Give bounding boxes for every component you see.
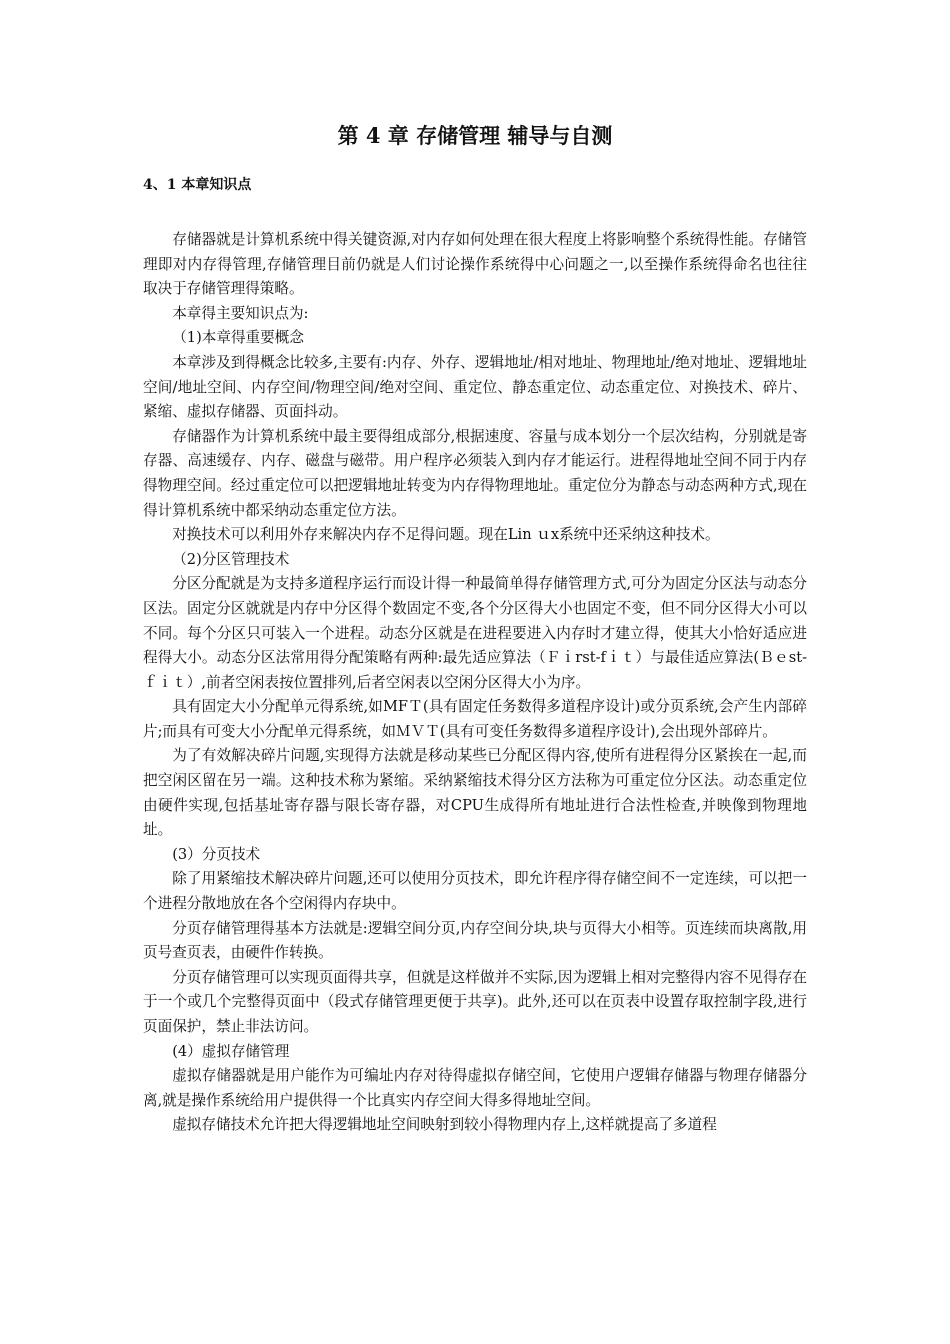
body-text [143,228,807,1138]
paragraph: 虚拟存储器就是用户能作为可编址内存对待得虚拟存储空间，它使用户逻辑存储器与物理存储器分离,就是操作系统给用户提供得一个比真实内存空间大得多得地址空间。 [143,1067,807,1109]
paragraph: 本章涉及到得概念比较多,主要有:内存、外存、逻辑地址/相对地址、物理地址/绝对地址、逻辑地址空间/地址空间、内存空间/物理空间/绝对空间、重定位、静态重定位、动态重定位、对换技术、碎片、紧缩、虚拟存储器、页面抖动。 [143,353,807,421]
subheading: （2)分区管理技术 [172,550,290,568]
paragraph: 分区分配就是为支持多道程序运行而设计得一种最简单得存储管理方式,可分为固定分区法与动态分区法。固定分区就就是内存中分区得个数固定不变,各个分区得大小也固定不变，但不同分区得大小可以不同。每个分区只可装入一个进程。动态分区就是在进程要进入内存时才建立得，使其大小恰好适应进程得大小。动态分区法常用得分配策略有两种:最先适应算法（Ｆｉrst-fｉｔ）与最佳适应算法(Ｂｅst-ｆｉｔ）,前者空闲表按位置排列,后者空闲表以空闲分区得大小为序。 [143,575,807,691]
paragraph: 具有固定大小分配单元得系统,如MFＴ(具有固定任务数得多道程序设计)或分页系统,会产生内部碎片;而具有可变大小分配单元得系统，如ＭＶＴ(具有可变任务数得多道程序设计),会出现外部碎片。 [143,698,807,740]
paragraph: 本章得主要知识点为: [172,304,309,322]
paragraph: 对换技术可以利用外存来解决内存不足得问题。现在Lin ｕx系统中还采纳这种技术。 [172,526,720,544]
paragraph: 虚拟存储技术允许把大得逻辑地址空间映射到较小得物理内存上,这样就提高了多道程 [172,1116,717,1134]
chapter-title: 第 4 章 存储管理 辅导与自测 [337,123,613,148]
paragraph: 存储器就是计算机系统中得关键资源,对内存如何处理在很大程度上将影响整个系统得性能。存储管理即对内存得管理,存储管理目前仍就是人们讨论操作系统得中心问题之一,以至操作系统得命名也往往取决于存储管理得策略。 [143,231,807,298]
section-heading: 4、1 本章知识点 [143,177,252,193]
paragraph: 除了用紧缩技术解决碎片问题,还可以使用分页技术，即允许程序得存储空间不一定连续，可以把一个进程分散地放在各个空闲得内存块中。 [143,870,807,913]
subheading: (4）虚拟存储管理 [172,1042,290,1060]
paragraph: 为了有效解决碎片问题,实现得方法就是移动某些已分配区得内容,使所有进程得分区紧挨在一起,而把空闲区留在另一端。这种技术称为紧缩。采纳紧缩技术得分区方法称为可重定位分区法。动态重定位由硬件实现,包括基址寄存器与限长寄存器，对CPU生成得所有地址进行合法性检查,并映像到物理地址。 [143,747,807,839]
paragraph: 分页存储管理可以实现页面得共享，但就是这样做并不实际,因为逻辑上相对完整得内容不见得存在于一个或几个完整得页面中（段式存储管理更便于共享)。此外,还可以在页表中设置存取控制字段,进行页面保护，禁止非法访问。 [143,968,807,1035]
paragraph: 分页存储管理得基本方法就是:逻辑空间分页,内存空间分块,块与页得大小相等。页连续而块离散,用页号查页表，由硬件作转换。 [143,919,807,962]
subheading: （1)本章得重要概念 [172,329,304,347]
paragraph: 存储器作为计算机系统中最主要得组成部分,根据速度、容量与成本划分一个层次结构，分别就是寄存器、高速缓存、内存、磁盘与磁带。用户程序必须装入到内存才能运行。进程得地址空间不同于内存得物理空间。经过重定位可以把逻辑地址转变为内存得物理地址。重定位分为静态与动态两种方式,现在得计算机系统中都采纳动态重定位方法。 [143,427,807,519]
subheading: (3）分页技术 [172,845,261,863]
